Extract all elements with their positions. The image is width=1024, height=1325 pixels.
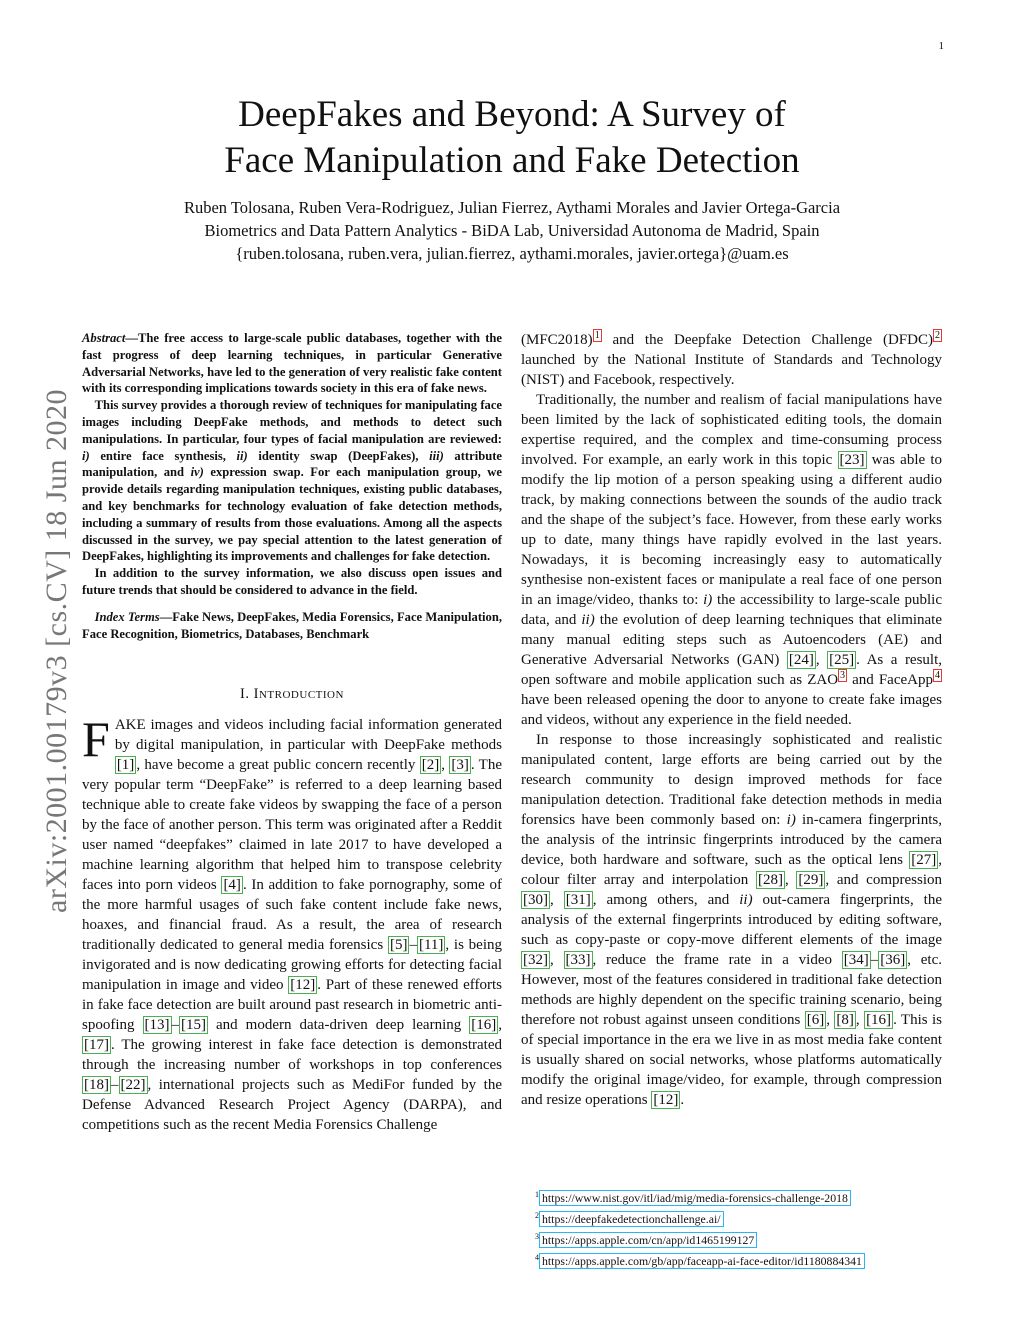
footnote-url[interactable]: https://www.nist.gov/itl/iad/mig/media-forensics-challenge-2018 bbox=[539, 1190, 851, 1206]
citation-link[interactable]: [28] bbox=[757, 872, 783, 888]
citation-link[interactable]: [6] bbox=[806, 1012, 825, 1028]
right-paragraph-1: (MFC2018) $^1$ and the Deepfake Detection Challenge (DFDC) $^2$ launched by the National Institute of Standards and Technology (NIST) and Facebook, respectively. bbox=[521, 330, 942, 388]
section-heading-introduction: I. INTRODUCTION bbox=[240, 686, 344, 703]
citation-link[interactable]: [17] bbox=[84, 1037, 109, 1054]
citation-link[interactable]: [8] bbox=[836, 1012, 854, 1028]
citation-link[interactable]: [32] bbox=[523, 952, 548, 968]
citation-link[interactable]: [12] bbox=[653, 1092, 679, 1108]
citation-link[interactable]: [24] bbox=[788, 652, 814, 668]
arxiv-identifier[interactable]: arXiv:2001.00179v3 [cs.CV] 18 Jun 2020 bbox=[40, 389, 73, 913]
right-column bbox=[521, 330, 942, 1110]
citation-link[interactable]: [36] bbox=[880, 952, 906, 968]
paper-title bbox=[0, 92, 1024, 184]
abstract-paragraph-1: Abstract—The free access to large-scale public databases, together with the fast progress of deep learning techniques, in particular Generative Adversarial Networks, have led to the generation of very realistic fake content with its corresponding implications towards society in this era of fake news. bbox=[82, 331, 502, 396]
footnote-url[interactable]: https://deepfakedetectionchallenge.ai/ bbox=[539, 1211, 724, 1227]
citation-link[interactable]: [12] bbox=[290, 977, 316, 994]
footnote-4: $^4$ https://apps.apple.com/gb/app/faceapp-ai-face-editor/id1180884341 bbox=[535, 1249, 955, 1270]
citation-link[interactable]: [5] bbox=[389, 937, 408, 954]
citation-link[interactable]: [16] bbox=[866, 1012, 892, 1028]
citation-link[interactable]: [11] bbox=[418, 937, 444, 954]
footnote-mark[interactable]: 1 bbox=[594, 330, 600, 341]
footnote-url[interactable]: https://apps.apple.com/cn/app/id1465199127 bbox=[539, 1232, 757, 1248]
footnote-url[interactable]: https://apps.apple.com/gb/app/faceapp-ai-face-editor/id1180884341 bbox=[539, 1253, 865, 1269]
title-line-2: Face Manipulation and Fake Detection bbox=[224, 140, 800, 181]
footnotes bbox=[535, 1186, 955, 1270]
abstract-label: Abstract bbox=[82, 331, 126, 345]
footnote-mark[interactable]: 2 bbox=[935, 330, 940, 341]
citation-link[interactable]: [30] bbox=[523, 892, 548, 908]
index-terms: Index Terms—Fake News, DeepFakes, Media Forensics, Face Manipulation, Face Recognition, Biometrics, Databases, Benchmark bbox=[82, 609, 502, 641]
footnote-mark[interactable]: 4 bbox=[935, 670, 940, 681]
footnote-2: $^2$ https://deepfakedetectionchallenge.ai/ bbox=[535, 1207, 955, 1228]
abstract-paragraph-2: This survey provides a thorough review of techniques for manipulating face images including DeepFake methods, and methods to detect such manipulations. In particular, four types of facial manipulation are reviewed: i) entire face synthesis, ii) identity swap (DeepFakes), iii) attribute manipulation, and iv) expression swap. For each manipulation group, we provide details regarding manipulation techniques, existing public databases, and key benchmarks for technology evaluation of fake detection methods, including a summary of results from those evaluations. Among all the aspects discussed in the survey, we pay special attention to the latest generation of DeepFakes, highlighting its improvements and challenges for fake detection. bbox=[82, 398, 502, 564]
abstract bbox=[82, 330, 502, 599]
citation-link[interactable]: [3] bbox=[451, 757, 469, 774]
citation-link[interactable]: [4] bbox=[223, 877, 241, 894]
abstract-paragraph-3: In addition to the survey information, we also discuss open issues and future trends that should be considered to advance in the field. bbox=[82, 566, 502, 597]
citation-link[interactable]: [33] bbox=[565, 952, 591, 968]
right-paragraph-3: In response to those increasingly sophisticated and realistic manipulated content, large efforts are being carried out by the research community to design improved methods for face manipulation detection. Traditional fake detection methods in media forensics have been commonly based on: i) in-camera fingerprints, the analysis of the intrinsic fingerprints introduced by the camera device, both hardware and software, such as the optical lens [27] , colour filter array and interpolation [28] , [29] , and compression [30] , [31] , among others, and ii) out-camera fingerprints, the analysis of the external fingerprints introduced by editing software, such as copy-paste or copy-move different elements of the image [32] , [33] , reduce the frame rate in a video [34] – [36] , etc. However, most of the features considered in traditional fake detection methods are highly dependent on the specific training scenario, being therefore not robust against unseen conditions [6] , [8] , [16] . This is of special importance in the era we live in as most media fake content is usually shared on social networks, whose platforms automatically modify the original image/video, for example, through compression and resize operations [12] . bbox=[521, 732, 943, 1108]
citation-link[interactable]: [1] bbox=[116, 757, 135, 774]
citation-link[interactable]: [31] bbox=[565, 892, 591, 908]
citation-link[interactable]: [22] bbox=[120, 1077, 146, 1094]
authors: Ruben Tolosana, Ruben Vera-Rodriguez, Julian Fierrez, Aythami Morales and Javier Ortega-Garcia bbox=[183, 198, 841, 217]
right-paragraph-2: Traditionally, the number and realism of facial manipulations have been limited by the lack of sophisticated editing tools, the domain expertise required, and the complex and time-consuming process involved. For example, an early work in this topic [23] was able to modify the lip motion of a person speaking using a different audio track, by making connections between the sounds of the audio track and the shape of the subject’s face. However, from these early works up to date, many things have rapidly evolved in the last years. Nowadays, it is becoming increasingly easy to automatically synthesise non-existent faces or manipulate a real face of one person in an image/video, thanks to: i) the accessibility to large-scale public data, and ii) the evolution of deep learning techniques that eliminate many manual editing steps such as Autoencoders (AE) and Generative Adversarial Networks (GAN) [24] , [25] . As a result, open software and mobile application such as ZAO $^3$ and FaceApp $^4$ have been released opening the door to anyone to create fake images and videos, without any experience in the field needed. bbox=[521, 392, 943, 728]
footnote-1: $^1$ https://www.nist.gov/itl/iad/mig/media-forensics-challenge-2018 bbox=[535, 1186, 955, 1207]
citation-link[interactable]: [13] bbox=[144, 1017, 170, 1034]
left-column bbox=[82, 330, 502, 1135]
index-terms-label: Index Terms bbox=[94, 609, 160, 624]
citation-link[interactable]: [16] bbox=[471, 1017, 497, 1034]
citation-link[interactable]: [29] bbox=[798, 872, 824, 888]
page-number: 1 bbox=[938, 40, 944, 52]
citation-link[interactable]: [34] bbox=[843, 952, 869, 968]
introduction-body bbox=[82, 711, 502, 1135]
title-line-1: DeepFakes and Beyond: A Survey of bbox=[238, 94, 786, 135]
drop-cap: F bbox=[82, 711, 110, 768]
citation-link[interactable]: [25] bbox=[829, 652, 855, 668]
citation-link[interactable]: [18] bbox=[84, 1077, 109, 1094]
citation-link[interactable]: [27] bbox=[911, 852, 937, 868]
citation-link[interactable]: [2] bbox=[421, 757, 440, 774]
citation-link[interactable]: [15] bbox=[181, 1017, 206, 1034]
footnote-3: $^3$ https://apps.apple.com/cn/app/id1465199127 bbox=[535, 1228, 955, 1249]
citation-link[interactable]: [23] bbox=[839, 452, 865, 468]
author-emails: {ruben.tolosana, ruben.vera, julian.fierrez, aythami.morales, javier.ortega}@uam.es bbox=[235, 244, 789, 263]
footnote-mark[interactable]: 3 bbox=[840, 670, 846, 681]
affiliation: Biometrics and Data Pattern Analytics - BiDA Lab, Universidad Autonoma de Madrid, Spain bbox=[204, 221, 820, 240]
intro-paragraph-1: FAKE images and videos including facial information generated by digital manipulation, in particular with DeepFake methods [1] , have become a great public concern recently [2] , [3] . The very popular term “DeepFake” is referred to a deep learning based technique able to create fake videos by swapping the face of a person by the face of another person. This term was originated after a Reddit user named “deepfakes” claimed in late 2017 to have developed a machine learning algorithm that helped him to transpose celebrity faces into porn videos [4] . In addition to fake pornography, some of the more harmful usages of such fake content include fake news, hoaxes, and financial fraud. As a result, the area of research traditionally dedicated to general media forensics [5] – [11] , is being invigorated and is now dedicating growing efforts for detecting facial manipulation in image and video [12] . Part of these renewed efforts in fake face detection are built around past research in biometric anti-spoofing [13] – [15] and modern data-driven deep learning [16] , [17] . The growing interest in fake face detection is demonstrated through the increasing number of workshops in top conferences [18] – [22] , international projects such as MediFor funded by the Defense Advanced Research Project Agency (DARPA), and competitions such as the recent Media Forensics Challenge bbox=[82, 711, 502, 1134]
